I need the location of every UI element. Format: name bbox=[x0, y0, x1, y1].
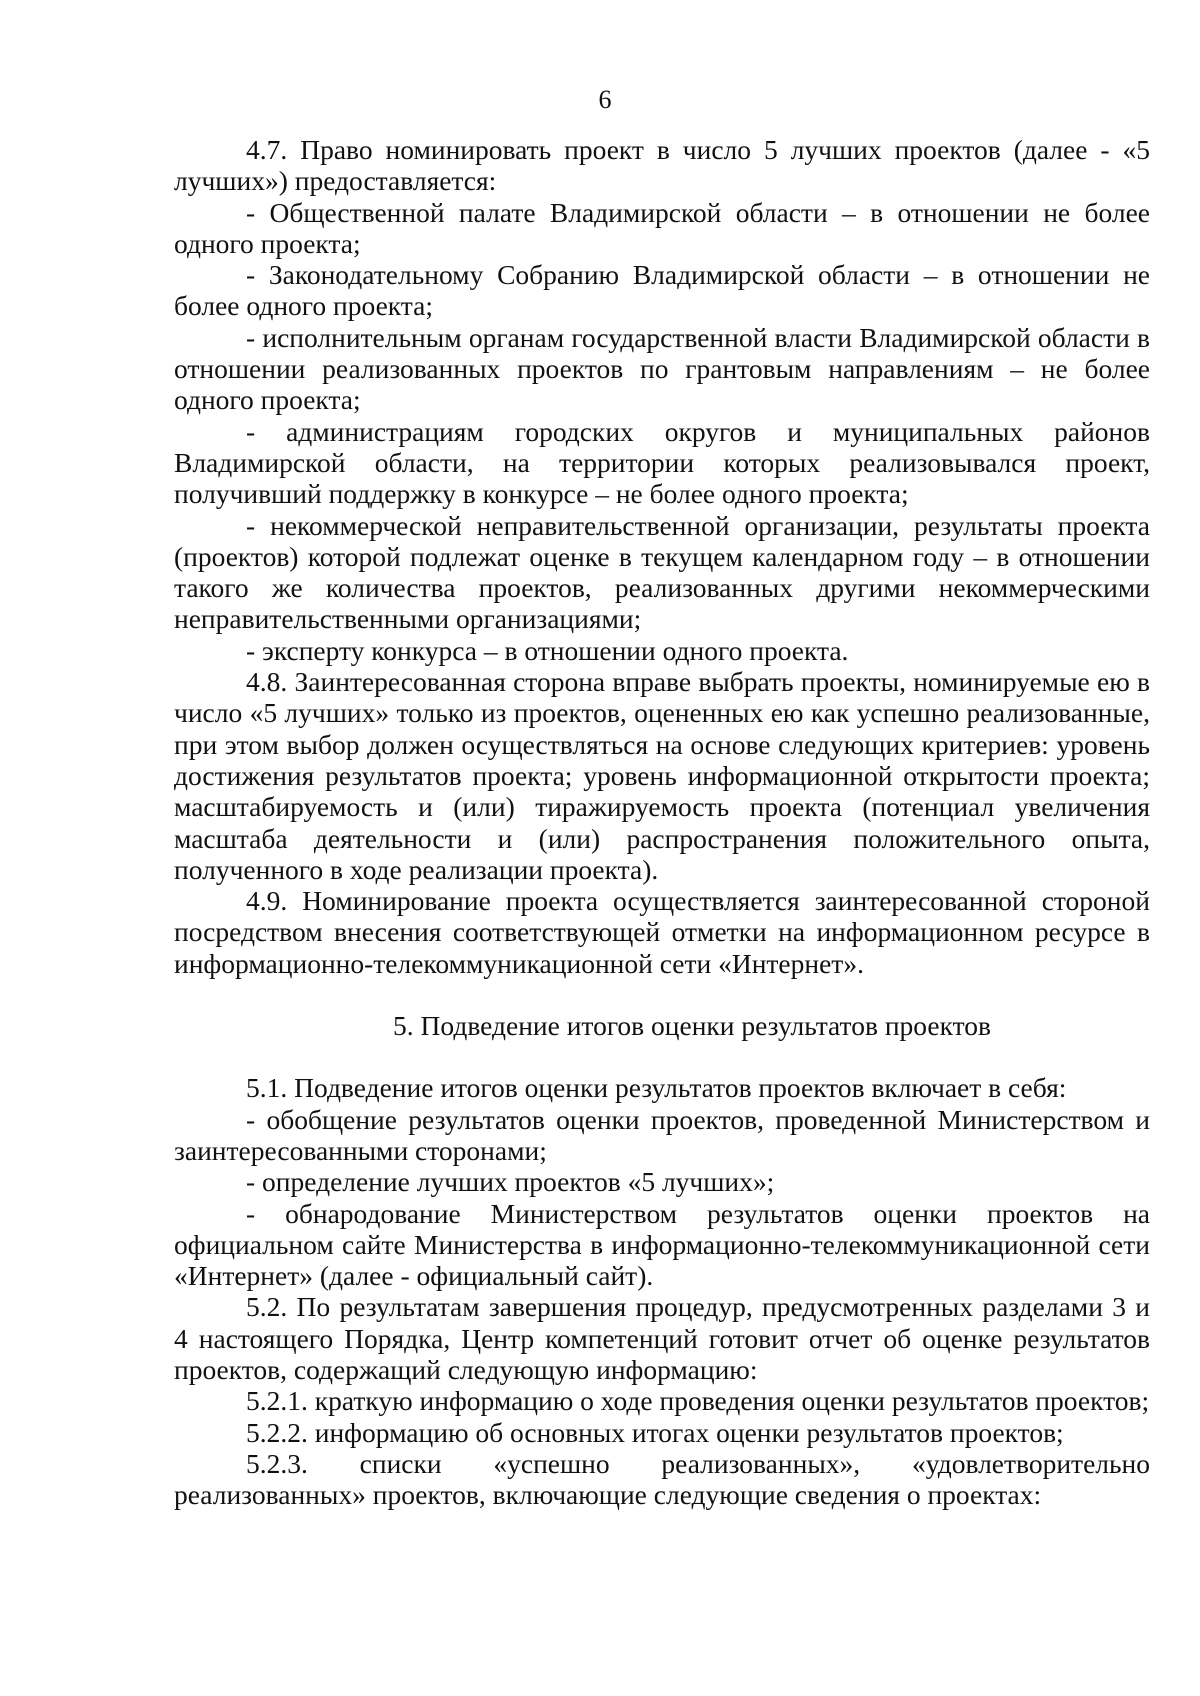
paragraph-nonprofit-organization: - некоммерческой неправительственной организации, результаты проекта (проектов) которой подлежат оценке в текущем календарном году – в отношении такого же количества проектов, реализованных другими некоммерческими неправительственными организациями; bbox=[174, 509, 1150, 635]
paragraph-contest-expert: - эксперту конкурса – в отношении одного проекта. bbox=[246, 634, 849, 666]
paragraph-legislative-assembly: - Законодательному Собранию Владимирской области – в отношении не более одного проекта; bbox=[174, 259, 1150, 322]
paragraph-administrations: - администрациям городских округов и муниципальных районов Владимирской области, на территории которых реализовывался проект, получивший поддержку в конкурсе – не более одного проекта; bbox=[174, 415, 1150, 510]
paragraph-best-projects: - определение лучших проектов «5 лучших»; bbox=[246, 1166, 775, 1198]
document-body bbox=[174, 134, 1150, 1510]
section-heading: 5. Подведение итогов оценки результатов проектов bbox=[393, 1010, 991, 1042]
paragraph-5-1: 5.1. Подведение итогов оценки результатов проектов включает в себя: bbox=[246, 1072, 1067, 1104]
paragraph-publication: - обнародование Министерством результатов оценки проектов на официальном сайте Министерства в информационно-телекоммуникационной сети «Интернет» (далее - официальный сайт). bbox=[174, 1197, 1150, 1292]
paragraph-executive-bodies: - исполнительным органам государственной власти Владимирской области в отношении реализованных проектов по грантовым направлениям – не более одного проекта; bbox=[174, 321, 1150, 416]
paragraph-5-2-1: 5.2.1. краткую информацию о ходе проведения оценки результатов проектов; bbox=[246, 1385, 1150, 1417]
page-number: 6 bbox=[598, 85, 612, 114]
paragraph-summary: - обобщение результатов оценки проектов, проведенной Министерством и заинтересованными сторонами; bbox=[174, 1103, 1150, 1166]
paragraph-4-8: 4.8. Заинтересованная сторона вправе выбрать проекты, номинируемые ею в число «5 лучших» только из проектов, оцененных ею как успешно реализованные, при этом выбор должен осуществляться на основе следующих критериев: уровень достижения результатов проекта; уровень информационной открытости проекта; масштабируемость и (или) тиражируемость проекта (потенциал увеличения масштаба деятельности и (или) распространения положительного опыта, полученного в ходе реализации проекта). bbox=[174, 666, 1150, 885]
paragraph-public-chamber: - Общественной палате Владимирской области – в отношении не более одного проекта; bbox=[174, 196, 1150, 259]
paragraph-5-2: 5.2. По результатам завершения процедур, предусмотренных разделами 3 и 4 настоящего Порядка, Центр компетенций готовит отчет об оценке результатов проектов, содержащий следующую информацию: bbox=[174, 1291, 1150, 1385]
paragraph-5-2-2: 5.2.2. информацию об основных итогах оценки результатов проектов; bbox=[246, 1416, 1064, 1448]
paragraph-5-2-3: 5.2.3. списки «успешно реализованных», «удовлетворительно реализованных» проектов, включающие следующие сведения о проектах: bbox=[174, 1447, 1150, 1511]
paragraph-4-9: 4.9. Номинирование проекта осуществляется заинтересованной стороной посредством внесения соответствующей отметки на информационном ресурсе в информационно-телекоммуникационной сети «Интернет». bbox=[174, 885, 1150, 979]
paragraph-4-7: 4.7. Право номинировать проект в число 5 лучших проектов (далее - «5 лучших») предоставляется: bbox=[174, 134, 1150, 197]
